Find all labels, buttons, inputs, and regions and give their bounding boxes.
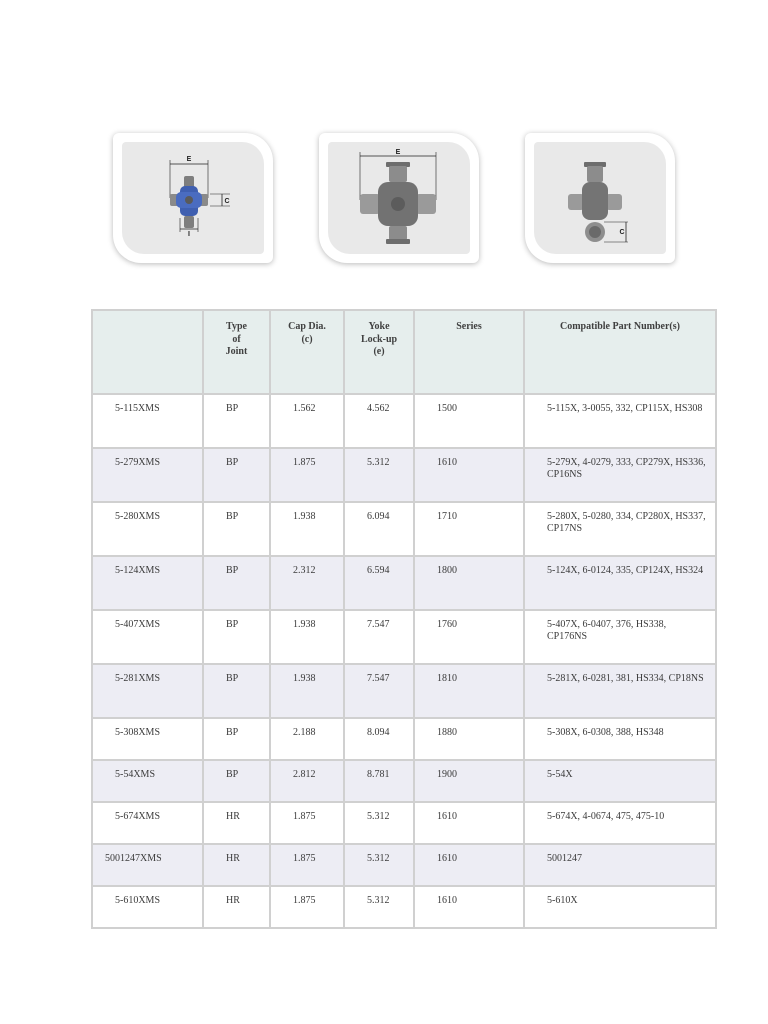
cell-cap-dia: 1.938 (270, 664, 344, 718)
table-row (92, 886, 716, 928)
cell-compatible-parts: 5-280X, 5-0280, 334, CP280X, HS337, CP17NS (524, 502, 716, 556)
cell-series: 1610 (414, 448, 524, 502)
parts-table (91, 309, 717, 929)
cell-part-number: 5-610XMS (92, 886, 203, 928)
cell-compatible-parts: 5-674X, 4-0674, 475, 475-10 (524, 802, 716, 844)
cell-cap-dia: 1.875 (270, 886, 344, 928)
cell-part-number: 5-674XMS (92, 802, 203, 844)
header-type-of-joint: Type of Joint (203, 310, 270, 394)
cell-series: 1610 (414, 802, 524, 844)
cell-compatible-parts: 5-281X, 6-0281, 381, HS334, CP18NS (524, 664, 716, 718)
cell-compatible-parts: 5-115X, 3-0055, 332, CP115X, HS308 (524, 394, 716, 448)
table-row (92, 610, 716, 664)
cell-cap-dia: 1.562 (270, 394, 344, 448)
universal-joint-side-image (534, 142, 666, 254)
cell-compatible-parts: 5001247 (524, 844, 716, 886)
cell-type: BP (203, 448, 270, 502)
cell-compatible-parts: 5-54X (524, 760, 716, 802)
table-row (92, 844, 716, 886)
cell-yoke-lockup: 5.312 (344, 844, 414, 886)
cell-part-number: 5001247XMS (92, 844, 203, 886)
cell-cap-dia: 2.188 (270, 718, 344, 760)
product-photo-2 (319, 133, 479, 263)
cell-cap-dia: 1.938 (270, 610, 344, 664)
cell-series: 1760 (414, 610, 524, 664)
cell-series: 1610 (414, 844, 524, 886)
cell-compatible-parts: 5-610X (524, 886, 716, 928)
dimension-label-i: I (188, 231, 190, 238)
cell-yoke-lockup: 5.312 (344, 886, 414, 928)
table-row (92, 718, 716, 760)
dimension-label-e: E (395, 149, 401, 156)
cell-series: 1500 (414, 394, 524, 448)
product-photo-1 (113, 133, 273, 263)
header-yoke-lockup: Yoke Lock-up (e) (344, 310, 414, 394)
table-row (92, 394, 716, 448)
table-row (92, 760, 716, 802)
cell-cap-dia: 2.312 (270, 556, 344, 610)
cell-type: BP (203, 610, 270, 664)
header-compatible-parts: Compatible Part Number(s) (524, 310, 716, 394)
cell-part-number: 5-281XMS (92, 664, 203, 718)
cell-type: HR (203, 886, 270, 928)
cell-part-number: 5-407XMS (92, 610, 203, 664)
cell-cap-dia: 1.875 (270, 844, 344, 886)
table-row (92, 802, 716, 844)
cell-part-number: 5-280XMS (92, 502, 203, 556)
product-photo-3 (525, 133, 675, 263)
table-header-row (92, 310, 716, 394)
cell-type: HR (203, 802, 270, 844)
cell-compatible-parts: 5-308X, 6-0308, 388, HS348 (524, 718, 716, 760)
cell-yoke-lockup: 6.094 (344, 502, 414, 556)
cell-compatible-parts: 5-124X, 6-0124, 335, CP124X, HS324 (524, 556, 716, 610)
table-row (92, 664, 716, 718)
universal-joint-blue-image (122, 142, 264, 254)
cell-compatible-parts: 5-407X, 6-0407, 376, HS338, CP176NS (524, 610, 716, 664)
cell-part-number: 5-54XMS (92, 760, 203, 802)
cell-yoke-lockup: 7.547 (344, 664, 414, 718)
cell-type: BP (203, 556, 270, 610)
cell-cap-dia: 1.875 (270, 802, 344, 844)
header-part-number (92, 310, 203, 394)
cell-type: BP (203, 664, 270, 718)
cell-part-number: 5-308XMS (92, 718, 203, 760)
cell-yoke-lockup: 5.312 (344, 448, 414, 502)
cell-type: BP (203, 502, 270, 556)
cell-series: 1710 (414, 502, 524, 556)
cell-yoke-lockup: 8.781 (344, 760, 414, 802)
header-cap-dia: Cap Dia.(c) (270, 310, 344, 394)
cell-series: 1800 (414, 556, 524, 610)
dimension-label-c: C (619, 229, 625, 236)
cell-series: 1900 (414, 760, 524, 802)
dimension-label-c: C (224, 198, 230, 205)
cell-compatible-parts: 5-279X, 4-0279, 333, CP279X, HS336, CP16NS (524, 448, 716, 502)
cell-series: 1810 (414, 664, 524, 718)
table-row (92, 502, 716, 556)
cell-type: BP (203, 760, 270, 802)
cell-yoke-lockup: 5.312 (344, 802, 414, 844)
universal-joint-gray-image (328, 142, 470, 254)
cell-type: BP (203, 718, 270, 760)
cell-yoke-lockup: 6.594 (344, 556, 414, 610)
cell-cap-dia: 2.812 (270, 760, 344, 802)
cell-yoke-lockup: 4.562 (344, 394, 414, 448)
cell-series: 1610 (414, 886, 524, 928)
cell-type: BP (203, 394, 270, 448)
cell-cap-dia: 1.938 (270, 502, 344, 556)
cell-yoke-lockup: 7.547 (344, 610, 414, 664)
cell-yoke-lockup: 8.094 (344, 718, 414, 760)
cell-part-number: 5-115XMS (92, 394, 203, 448)
cell-part-number: 5-279XMS (92, 448, 203, 502)
table-row (92, 556, 716, 610)
header-series: Series (414, 310, 524, 394)
cell-series: 1880 (414, 718, 524, 760)
cell-cap-dia: 1.875 (270, 448, 344, 502)
cell-part-number: 5-124XMS (92, 556, 203, 610)
cell-type: HR (203, 844, 270, 886)
dimension-label-e: E (186, 156, 192, 163)
table-row (92, 448, 716, 502)
